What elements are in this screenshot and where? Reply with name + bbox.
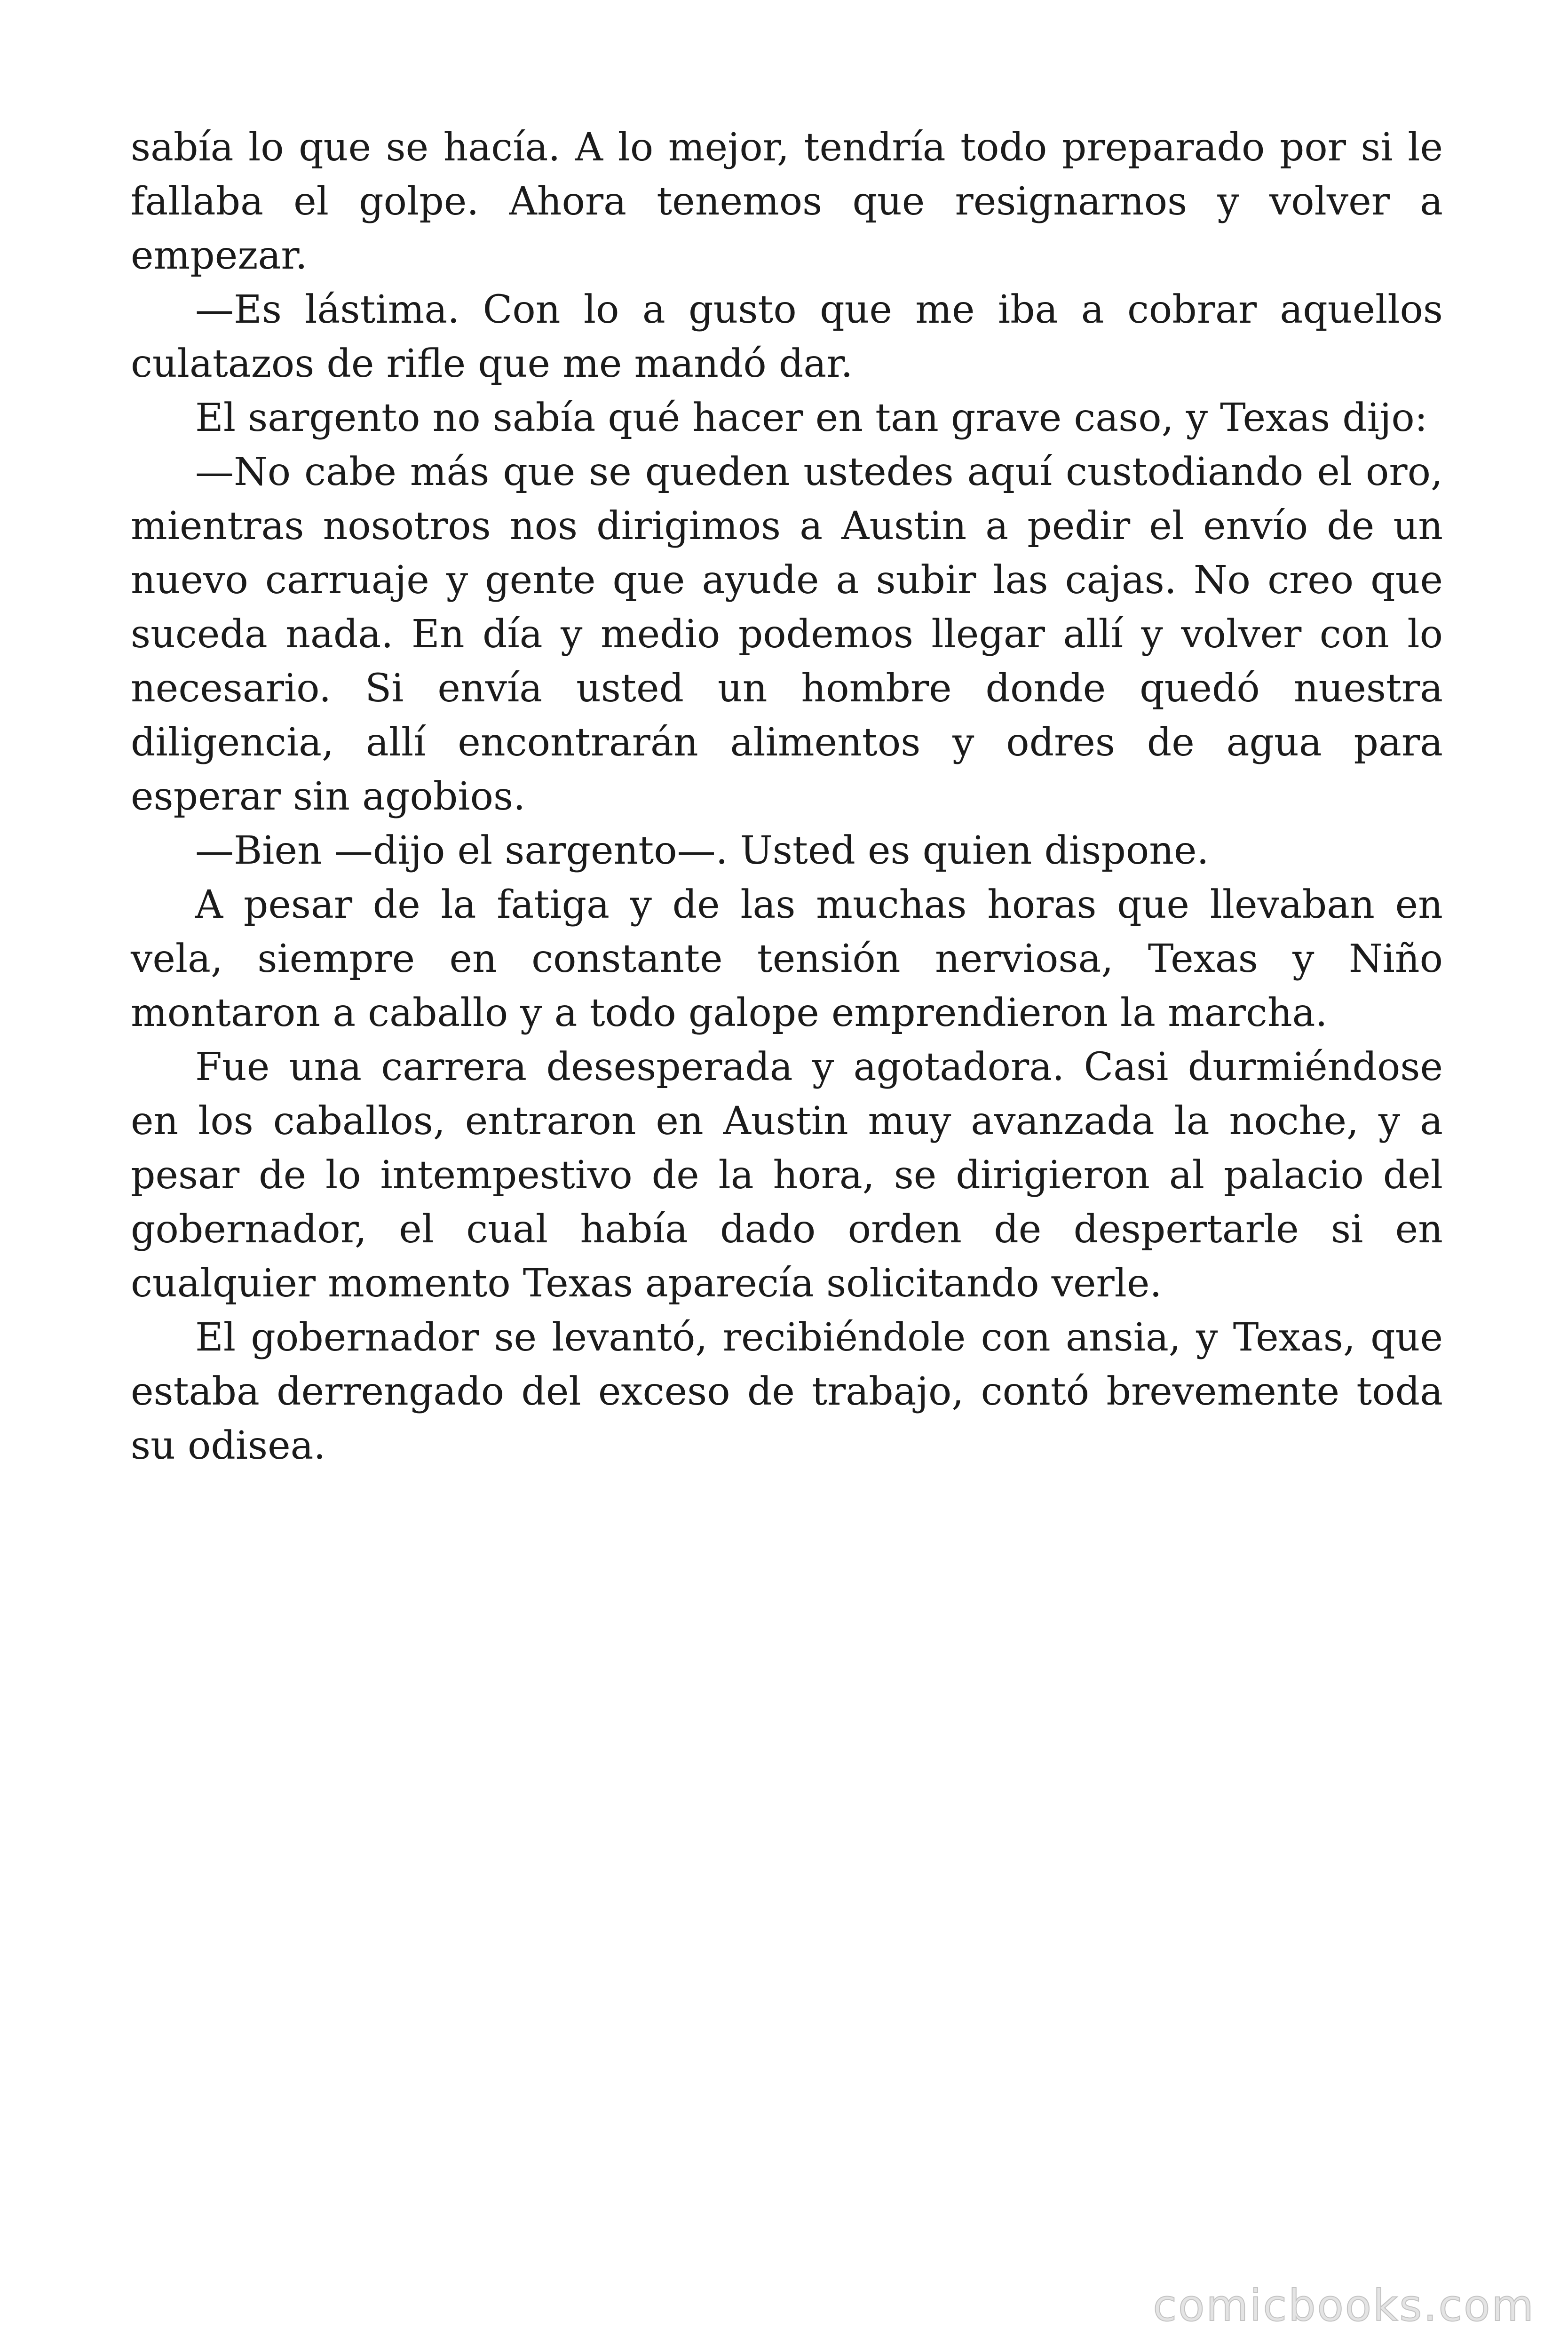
paragraph-dialogue-lastima: —Es lástima. Con lo a gusto que me iba a cobrar aquellos culatazos de rifle que me mandó dar.: [131, 287, 1443, 386]
paragraph-carrera: Fue una carrera desesperada y agotadora. Casi durmiéndose en los caballos, entraron en Austin muy avanzada la noche, y a pesar de lo intempestivo de la hora, se dirigieron al palacio del gobernador, el cual había dado orden de despertarle si en cualquier momento Texas aparecía solicitando verle.: [131, 1045, 1443, 1306]
paragraph-dialogue-texas: —No cabe más que se queden ustedes aquí custodiando el oro, mientras nosotros nos dirigimos a Austin a pedir el envío de un nuevo carruaje y gente que ayude a subir las cajas. No creo que suceda nada. En día y medio podemos llegar allí y volver con lo necesario. Si envía usted un hombre donde quedó nuestra diligencia, allí encontrarán alimentos y odres de agua para esperar sin agobios.: [131, 450, 1443, 819]
paragraph-sargento: El sargento no sabía qué hacer en tan grave caso, y Texas dijo:: [195, 396, 1428, 440]
paragraph-fatiga: A pesar de la fatiga y de las muchas horas que llevaban en vela, siempre en constante tensión nerviosa, Texas y Niño montaron a caballo y a todo galope emprendieron la marcha.: [131, 882, 1443, 1035]
paragraph-gobernador: El gobernador se levantó, recibiéndole con ansia, y Texas, que estaba derrengado del exceso de trabajo, contó brevemente toda su odisea.: [131, 1315, 1443, 1468]
watermark: comicbooks.com: [1153, 2280, 1535, 2331]
paragraph-continuation: sabía lo que se hacía. A lo mejor, tendría todo preparado por si le fallaba el golpe. Ahora tenemos que resignarnos y volver a empezar.: [131, 125, 1443, 278]
page-text: [131, 120, 1443, 1473]
paragraph-dialogue-bien: —Bien —dijo el sargento—. Usted es quien dispone.: [195, 828, 1209, 873]
